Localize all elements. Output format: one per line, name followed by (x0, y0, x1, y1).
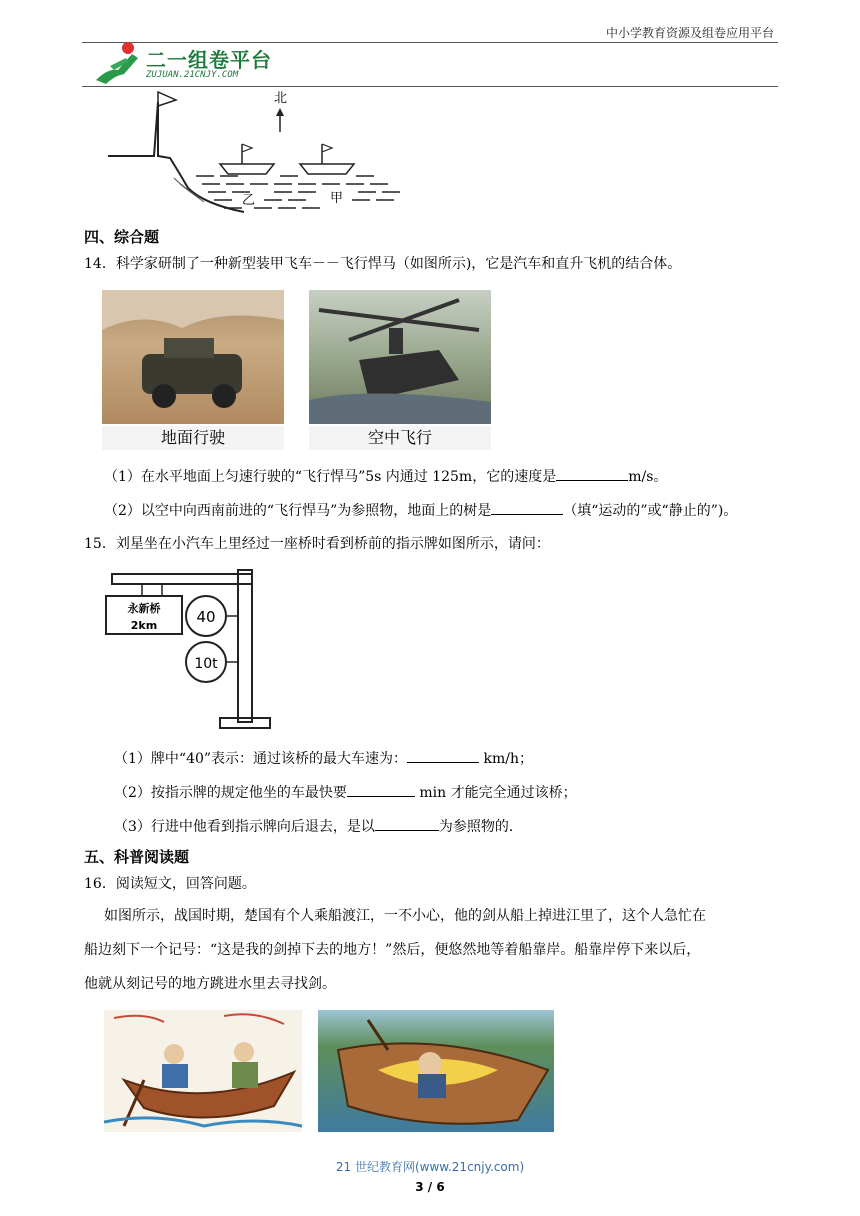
section-heading-5: 五、科普阅读题 (84, 848, 190, 866)
section-heading-4: 四、综合题 (84, 228, 160, 246)
boat-scene-illustration (104, 1010, 302, 1132)
logo-text: 二一组卷平台 (146, 48, 272, 72)
answer-blank[interactable] (556, 466, 628, 481)
ground-driving-photo (102, 290, 284, 424)
question-16-para-2: 船边刻下一个记号：“这是我的剑掉下去的地方！”然后，便悠然地等着船靠岸。船靠岸停下来以后， (84, 942, 701, 958)
boat-jia-label: 甲 (330, 191, 344, 206)
sign-speed-limit: 40 (196, 608, 216, 626)
header-rule (82, 42, 778, 43)
boats-diagram (104, 88, 404, 216)
answer-blank[interactable] (375, 816, 439, 831)
footer-site: 21 世纪教育网(www.21cnjy.com) (335, 1160, 525, 1174)
question-15-stem: 15．刘星坐在小汽车上里经过一座桥时看到桥前的指示牌如图所示，请问： (84, 536, 550, 552)
page-number: 3 / 6 (415, 1180, 445, 1194)
logo-url: ZUJUAN.21CNJY.COM (146, 70, 239, 80)
platform-name: 中小学教育资源及组卷应用平台 (605, 26, 774, 40)
air-flying-photo (309, 290, 491, 424)
header-rule-bottom (82, 86, 778, 87)
sign-weight-limit: 10t (194, 656, 218, 672)
answer-blank[interactable] (347, 782, 415, 797)
question-15-part-3: （3）行进中他看到指示牌向后退去，是以 为参照物的. (114, 816, 513, 837)
marking-boat-illustration (318, 1010, 554, 1132)
north-label: 北 (274, 91, 288, 106)
question-15-part-2: （2）按指示牌的规定他坐的车最快要 min 才能完全通过该桥； (114, 782, 577, 803)
question-14-stem: 14．科学家研制了一种新型装甲飞车－－飞行悍马（如图所示)，它是汽车和直升飞机的结合体。 (84, 256, 682, 272)
answer-blank[interactable] (491, 500, 563, 515)
caption-ground: 地面行驶 (102, 426, 284, 450)
sign-distance: 2km (130, 619, 158, 632)
question-14-part-1: （1）在水平地面上匀速行驶的“飞行悍马”5s 内通过 125m，它的速度是 m/s。 (104, 466, 667, 487)
question-16-stem: 16．阅读短文，回答问题。 (84, 876, 256, 892)
answer-blank[interactable] (407, 748, 479, 763)
caption-air: 空中飞行 (309, 426, 491, 450)
sign-bridge-name: 永新桥 (127, 602, 161, 615)
question-16-para-1: 如图所示，战国时期，楚国有个人乘船渡江，一不小心，他的剑从船上掉进江里了，这个人急忙在 (104, 908, 706, 924)
runner-logo-icon (88, 40, 144, 84)
boat-yi-label: 乙 (242, 193, 256, 208)
question-15-part-1: （1）牌中“40”表示：通过该桥的最大车速为： km/h； (114, 748, 533, 769)
question-16-para-3: 他就从刻记号的地方跳进水里去寻找剑。 (84, 976, 336, 992)
question-14-part-2: （2）以空中向西南前进的“飞行悍马”为参照物，地面上的树是 （填“运动的”或“静止的”)。 (104, 500, 737, 521)
bridge-sign-figure (102, 566, 282, 736)
